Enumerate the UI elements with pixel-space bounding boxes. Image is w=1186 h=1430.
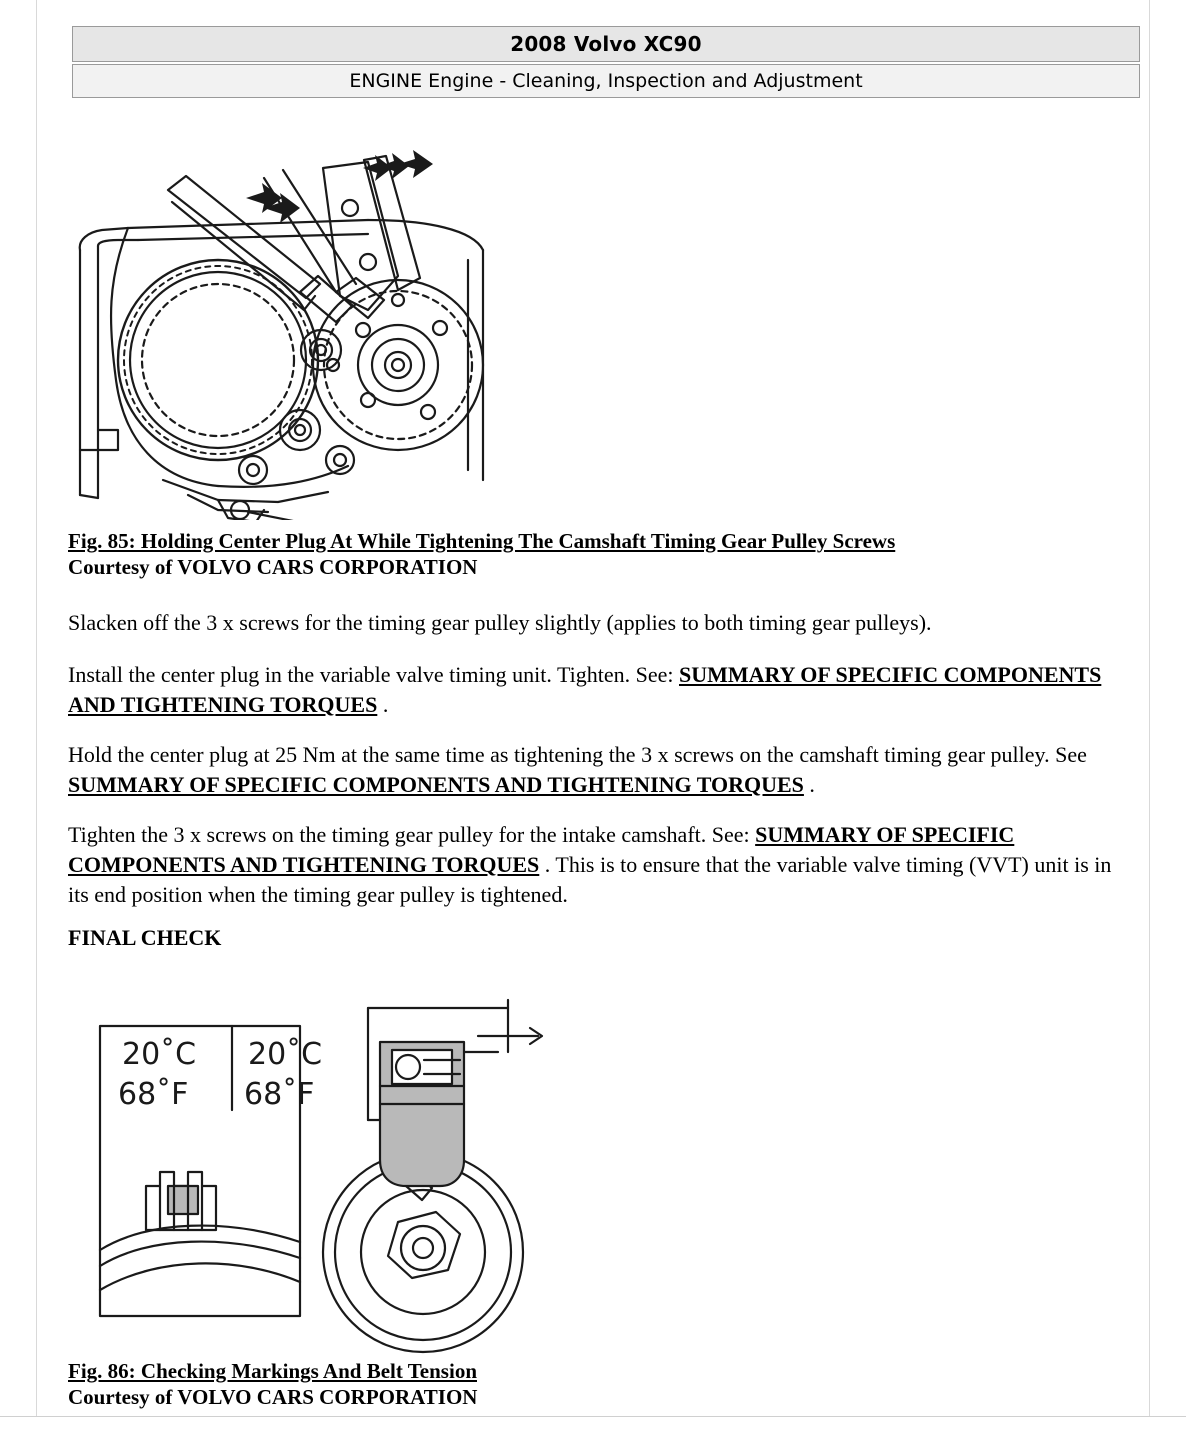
- page-rule-left: [36, 0, 37, 1416]
- fig86-label-right-celsius: 20˚C: [248, 1037, 323, 1072]
- fig86-label-right-fahrenheit: 68˚F: [244, 1077, 315, 1112]
- section-heading-final-check: FINAL CHECK: [68, 925, 222, 950]
- document-title: 2008 Volvo XC90: [72, 26, 1140, 62]
- paragraph-hold-center-plug: [68, 740, 1128, 800]
- link-summary-torques-2[interactable]: SUMMARY OF SPECIFIC COMPONENTS AND TIGHTENING TORQUES: [68, 772, 804, 797]
- page-rule-right: [1149, 0, 1150, 1416]
- link-summary-torques-3[interactable]: SUMMARY OF SPECIFIC COMPONENTS AND TIGHTENING TORQUES: [68, 822, 1015, 877]
- paragraph-install-text-b: .: [377, 692, 389, 717]
- paragraph-tighten-text-a: Tighten the 3 x screws on the timing gear pulley for the intake camshaft. See:: [68, 822, 756, 847]
- paragraph-tighten-screws: [68, 820, 1128, 910]
- document-subtitle: ENGINE Engine - Cleaning, Inspection and Adjustment: [72, 64, 1140, 98]
- figure-86-caption-text: Fig. 86: Checking Markings And Belt Tension: [68, 1359, 477, 1383]
- figure-86-image: [68, 990, 588, 1360]
- link-summary-torques-1[interactable]: SUMMARY OF SPECIFIC COMPONENTS AND TIGHTENING TORQUES: [68, 662, 1102, 717]
- paragraph-install-text-a: Install the center plug in the variable valve timing unit. Tighten. See:: [68, 662, 679, 687]
- paragraph-slacken: Slacken off the 3 x screws for the timing gear pulley slightly (applies to both timing gear pulleys).: [68, 610, 932, 635]
- figure-85-courtesy: Courtesy of VOLVO CARS CORPORATION: [68, 555, 478, 579]
- figure-86-caption: [68, 1358, 1128, 1384]
- paragraph-tighten-text-b: . This is to ensure that the variable valve timing (VVT) unit is in its end position when the timing gear pulley is tightened.: [68, 852, 1112, 907]
- fig86-label-left-fahrenheit: 68˚F: [118, 1077, 189, 1112]
- paragraph-hold-text-a: Hold the center plug at 25 Nm at the same time as tightening the 3 x screws on the camshaft timing gear pulley. See: [68, 742, 1087, 767]
- fig86-label-left-celsius: 20˚C: [122, 1037, 197, 1072]
- figure-85-image: [68, 150, 538, 520]
- paragraph-install-center-plug: [68, 660, 1128, 720]
- figure-85-caption-text: Fig. 85: Holding Center Plug At While Tightening The Camshaft Timing Gear Pulley Screws: [68, 529, 896, 553]
- figure-85-caption: [68, 528, 1128, 554]
- paragraph-hold-text-b: .: [803, 772, 815, 797]
- figure-86-courtesy: Courtesy of VOLVO CARS CORPORATION: [68, 1385, 478, 1409]
- page-rule-bottom: [0, 1416, 1186, 1417]
